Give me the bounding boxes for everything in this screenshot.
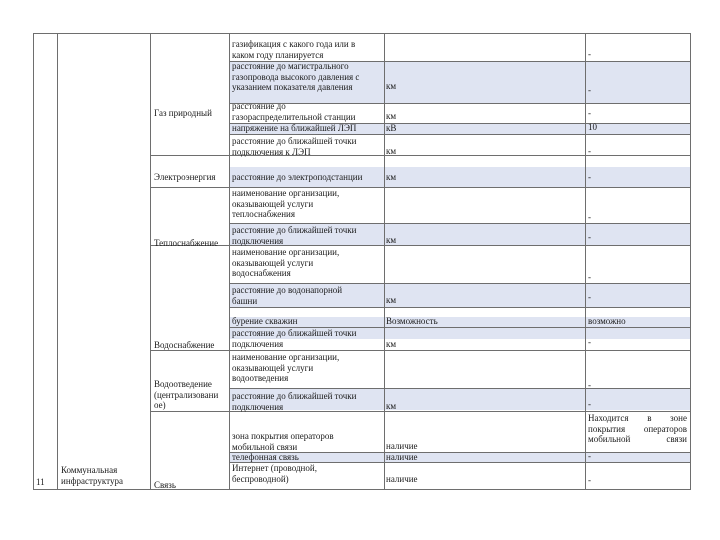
- value-heat-org: -: [588, 212, 591, 222]
- value-comm-phone: -: [588, 451, 591, 461]
- grid-line: [690, 33, 691, 490]
- grid-line: [229, 307, 691, 308]
- param-heat-point: расстояние до ближайшей точки подключения: [232, 225, 357, 246]
- grid-line: [229, 134, 691, 135]
- unit-water-tower: км: [386, 295, 397, 305]
- grid-line: [33, 489, 691, 490]
- param-sewer-org: наименование организации, оказывающей услуги водоотведения: [232, 352, 340, 383]
- infrastructure-table: [33, 33, 691, 490]
- param-water-tower: расстояние до водонапорной башни: [232, 285, 343, 306]
- unit-sewer-point: км: [386, 401, 397, 411]
- param-gas-main: расстояние до магистрального газопровода высокого давления с указанием показателя давления: [232, 61, 360, 92]
- value-gas-main: -: [588, 85, 591, 95]
- group-gas: Газ природный: [154, 108, 212, 118]
- grid-line: [150, 350, 691, 351]
- param-comm-phone: телефонная связь: [232, 452, 299, 462]
- value-comm-internet: -: [588, 475, 591, 485]
- grid-line: [229, 33, 230, 490]
- param-power-tension: напряжение на ближайшей ЛЭП: [232, 123, 357, 133]
- value-water-point: -: [588, 337, 591, 347]
- row-number: 11: [36, 477, 45, 487]
- grid-line: [585, 33, 586, 490]
- value-water-well: возможно: [588, 316, 626, 326]
- grid-line: [229, 223, 691, 224]
- param-power-station: расстояние до электроподстанции: [232, 172, 363, 182]
- unit-comm-zone: наличие: [386, 441, 418, 451]
- group-power: Электроэнергия: [154, 172, 216, 182]
- param-water-point: расстояние до ближайшей точки подключения: [232, 328, 357, 349]
- unit-water-well: Возможность: [386, 316, 438, 326]
- grid-line: [229, 283, 691, 284]
- group-comm: Связь: [154, 480, 176, 490]
- unit-heat-point: км: [386, 235, 397, 245]
- unit-gas-station: км: [386, 111, 397, 121]
- value-power-tension: 10: [588, 122, 597, 132]
- param-sewer-point: расстояние до ближайшей точки подключения: [232, 391, 357, 412]
- group-water: Водоснабжение: [154, 340, 215, 350]
- value-gas-year: -: [588, 49, 591, 59]
- value-gas-station: -: [588, 108, 591, 118]
- group-sewer: Водоотведение (централизовани ое): [154, 379, 219, 410]
- value-sewer-org: -: [588, 380, 591, 390]
- grid-line: [384, 33, 385, 490]
- param-comm-zone: зона покрытия операторов мобильной связи: [232, 431, 334, 452]
- row-title: Коммунальная инфраструктура: [61, 465, 123, 486]
- param-water-org: наименование организации, оказывающей услуги водоснабжения: [232, 247, 340, 278]
- unit-power-tension: кВ: [386, 123, 397, 133]
- unit-water-point: км: [386, 339, 397, 349]
- param-heat-org: наименование организации, оказывающей услуги теплоснабжения: [232, 188, 340, 219]
- grid-line: [57, 33, 58, 490]
- value-heat-point: -: [588, 232, 591, 242]
- value-comm-zone: Находится в зоне покрытия операторов мобильной связи: [588, 413, 687, 444]
- unit-gas-main: км: [386, 81, 397, 91]
- value-power-line: -: [588, 146, 591, 156]
- unit-power-line: км: [386, 146, 397, 156]
- param-power-line: расстояние до ближайшей точки подключения к ЛЭП: [232, 136, 357, 157]
- param-water-well: бурение скважин: [232, 316, 298, 326]
- grid-line: [33, 33, 34, 490]
- grid-line: [150, 33, 151, 490]
- param-gas-year: газификация с какого года или в каком году планируется: [232, 39, 356, 60]
- value-water-tower: -: [588, 292, 591, 302]
- grid-line: [229, 388, 691, 389]
- value-power-station: -: [588, 172, 591, 182]
- unit-power-station: км: [386, 172, 397, 182]
- param-gas-station: расстояние до газораспределительной станции: [232, 101, 356, 122]
- group-heat: Теплоснабжение: [154, 238, 219, 248]
- unit-comm-internet: наличие: [386, 474, 418, 484]
- grid-line: [33, 33, 691, 34]
- value-sewer-point: -: [588, 399, 591, 409]
- value-water-org: -: [588, 272, 591, 282]
- unit-comm-phone: наличие: [386, 452, 418, 462]
- param-comm-internet: Интернет (проводной, беспроводной): [232, 463, 317, 484]
